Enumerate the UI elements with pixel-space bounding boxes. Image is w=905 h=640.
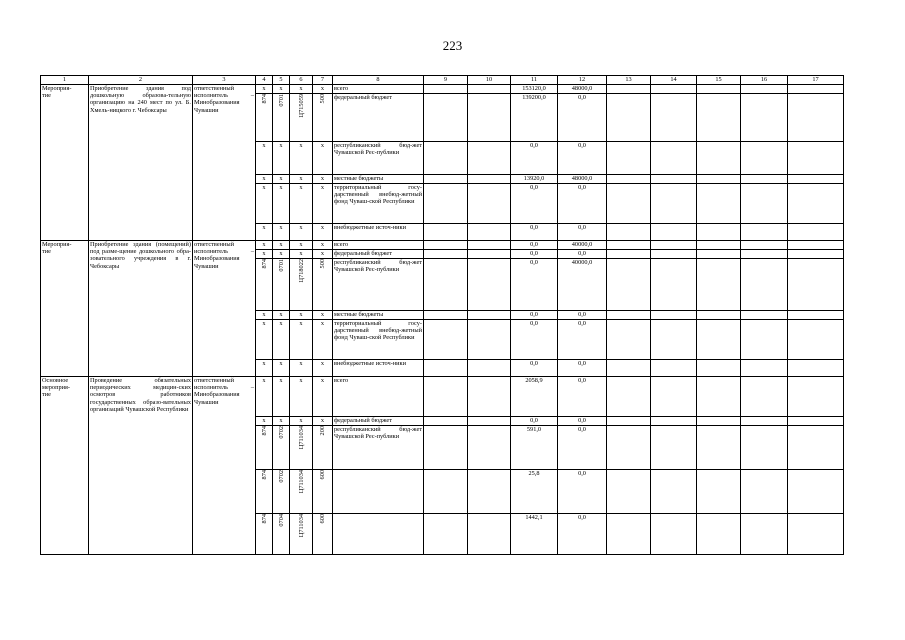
col-15-cell bbox=[697, 259, 741, 311]
code-placeholder: x bbox=[256, 311, 273, 320]
col-17-cell bbox=[788, 311, 844, 320]
col-10-cell bbox=[468, 426, 511, 470]
code-placeholder: x bbox=[290, 184, 313, 224]
code-placeholder: x bbox=[290, 360, 313, 377]
amount-col-11: 0,0 bbox=[511, 320, 558, 360]
code-placeholder: x bbox=[256, 241, 273, 250]
code-placeholder: x bbox=[273, 360, 290, 377]
code-csr bbox=[290, 259, 313, 311]
col-17-cell bbox=[788, 320, 844, 360]
col-9-cell bbox=[424, 470, 468, 514]
code-placeholder: x bbox=[256, 320, 273, 360]
code-placeholder: x bbox=[313, 377, 333, 417]
code-grbs-value: 874 bbox=[260, 259, 268, 269]
col-14-cell bbox=[651, 417, 697, 426]
code-placeholder: x bbox=[290, 241, 313, 250]
code-csr bbox=[290, 470, 313, 514]
code-placeholder: x bbox=[313, 142, 333, 175]
col-13-cell bbox=[607, 94, 651, 142]
col-15-cell bbox=[697, 175, 741, 184]
col-17-cell bbox=[788, 94, 844, 142]
header-cell: 11 bbox=[511, 76, 558, 85]
code-placeholder: x bbox=[290, 311, 313, 320]
code-grbs bbox=[256, 426, 273, 470]
col-13-cell bbox=[607, 360, 651, 377]
col-16-cell bbox=[741, 224, 788, 241]
col-17-cell bbox=[788, 250, 844, 259]
col-14-cell bbox=[651, 514, 697, 555]
amount-col-12: 0,0 bbox=[558, 250, 607, 259]
code-placeholder: x bbox=[273, 184, 290, 224]
amount-col-11: 25,8 bbox=[511, 470, 558, 514]
amount-col-11: 0,0 bbox=[511, 224, 558, 241]
col-13-cell bbox=[607, 417, 651, 426]
amount-col-11: 0,0 bbox=[511, 360, 558, 377]
activity-type: Мероприя- тие bbox=[41, 85, 89, 241]
code-rz-value: 0702 bbox=[277, 470, 285, 483]
col-17-cell bbox=[788, 85, 844, 94]
col-15-cell bbox=[697, 377, 741, 417]
code-placeholder: x bbox=[313, 184, 333, 224]
col-13-cell bbox=[607, 241, 651, 250]
col-14-cell bbox=[651, 224, 697, 241]
code-placeholder: x bbox=[290, 377, 313, 417]
code-placeholder: x bbox=[290, 224, 313, 241]
col-17-cell bbox=[788, 259, 844, 311]
col-15-cell bbox=[697, 85, 741, 94]
col-9-cell bbox=[424, 224, 468, 241]
amount-col-11: 0,0 bbox=[511, 142, 558, 175]
funding-source: всего bbox=[333, 85, 424, 94]
table-row bbox=[41, 241, 844, 250]
code-placeholder: x bbox=[273, 241, 290, 250]
col-14-cell bbox=[651, 241, 697, 250]
code-rz-value: 0701 bbox=[277, 94, 285, 107]
header-cell: 10 bbox=[468, 76, 511, 85]
header-cell: 13 bbox=[607, 76, 651, 85]
funding-source: республиканский бюд-жет Чувашской Рес-публики bbox=[333, 259, 424, 311]
code-grbs bbox=[256, 259, 273, 311]
code-placeholder: x bbox=[313, 85, 333, 94]
col-16-cell bbox=[741, 241, 788, 250]
amount-col-11: 2058,9 bbox=[511, 377, 558, 417]
col-15-cell bbox=[697, 241, 741, 250]
col-15-cell bbox=[697, 94, 741, 142]
col-14-cell bbox=[651, 320, 697, 360]
header-cell: 2 bbox=[89, 76, 193, 85]
col-10-cell bbox=[468, 224, 511, 241]
executor: ответственный исполнитель – Минобразования Чувашии bbox=[193, 241, 256, 377]
col-14-cell bbox=[651, 250, 697, 259]
code-csr-value: Ц715059 bbox=[297, 94, 305, 118]
col-9-cell bbox=[424, 514, 468, 555]
col-10-cell bbox=[468, 94, 511, 142]
funding-source: внебюджетные источ-ники bbox=[333, 224, 424, 241]
activity-name: Приобретение здания под дошкольную образова-тельную организацию на 240 мест по ул. Б. Хмель-ницкого г. Чебоксары bbox=[89, 85, 193, 241]
funding-source: всего bbox=[333, 241, 424, 250]
code-placeholder: x bbox=[273, 142, 290, 175]
col-17-cell bbox=[788, 175, 844, 184]
code-csr bbox=[290, 426, 313, 470]
code-placeholder: x bbox=[256, 184, 273, 224]
code-grbs bbox=[256, 470, 273, 514]
col-16-cell bbox=[741, 250, 788, 259]
col-13-cell bbox=[607, 320, 651, 360]
col-15-cell bbox=[697, 360, 741, 377]
col-10-cell bbox=[468, 514, 511, 555]
code-csr-value: Ц718022 bbox=[297, 259, 305, 283]
col-17-cell bbox=[788, 514, 844, 555]
col-9-cell bbox=[424, 320, 468, 360]
amount-col-12: 0,0 bbox=[558, 426, 607, 470]
header-cell: 17 bbox=[788, 76, 844, 85]
code-vr-value: 500 bbox=[319, 259, 326, 269]
code-rz-value: 0704 bbox=[277, 514, 285, 527]
col-17-cell bbox=[788, 417, 844, 426]
code-vr-value: 600 bbox=[319, 514, 326, 524]
amount-col-11: 1442,1 bbox=[511, 514, 558, 555]
col-16-cell bbox=[741, 320, 788, 360]
header-cell: 15 bbox=[697, 76, 741, 85]
col-10-cell bbox=[468, 417, 511, 426]
code-placeholder: x bbox=[273, 85, 290, 94]
col-17-cell bbox=[788, 241, 844, 250]
code-csr-value: Ц711034 bbox=[297, 426, 305, 450]
col-15-cell bbox=[697, 142, 741, 175]
funding-source: внебюджетные источ-ники bbox=[333, 360, 424, 377]
code-vr-value: 200 bbox=[319, 426, 326, 436]
header-cell: 1 bbox=[41, 76, 89, 85]
col-14-cell bbox=[651, 85, 697, 94]
col-17-cell bbox=[788, 377, 844, 417]
col-14-cell bbox=[651, 377, 697, 417]
col-10-cell bbox=[468, 470, 511, 514]
amount-col-11: 13920,0 bbox=[511, 175, 558, 184]
code-placeholder: x bbox=[313, 175, 333, 184]
code-placeholder: x bbox=[290, 85, 313, 94]
col-9-cell bbox=[424, 184, 468, 224]
col-16-cell bbox=[741, 259, 788, 311]
amount-col-11: 0,0 bbox=[511, 241, 558, 250]
col-9-cell bbox=[424, 360, 468, 377]
funding-source: федеральный бюджет bbox=[333, 250, 424, 259]
code-placeholder: x bbox=[313, 311, 333, 320]
col-9-cell bbox=[424, 241, 468, 250]
code-vr bbox=[313, 470, 333, 514]
table-row bbox=[41, 377, 844, 417]
code-vr bbox=[313, 259, 333, 311]
amount-col-12: 40000,0 bbox=[558, 259, 607, 311]
code-placeholder: x bbox=[290, 142, 313, 175]
code-vr-value: 600 bbox=[319, 470, 326, 480]
amount-col-12: 40000,0 bbox=[558, 241, 607, 250]
code-csr bbox=[290, 94, 313, 142]
col-16-cell bbox=[741, 514, 788, 555]
code-placeholder: x bbox=[313, 250, 333, 259]
funding-source: территориальный госу-дарственный внебюд-жетный фонд Чуваш-ской Республики bbox=[333, 320, 424, 360]
col-16-cell bbox=[741, 377, 788, 417]
col-10-cell bbox=[468, 377, 511, 417]
code-rz bbox=[273, 259, 290, 311]
header-cell: 5 bbox=[273, 76, 290, 85]
col-14-cell bbox=[651, 360, 697, 377]
col-17-cell bbox=[788, 426, 844, 470]
funding-source: территориальный госу-дарственный внебюд-жетный фонд Чуваш-ской Республики bbox=[333, 184, 424, 224]
col-13-cell bbox=[607, 311, 651, 320]
col-15-cell bbox=[697, 320, 741, 360]
code-vr-value: 500 bbox=[319, 94, 326, 104]
col-10-cell bbox=[468, 184, 511, 224]
col-15-cell bbox=[697, 470, 741, 514]
col-16-cell bbox=[741, 142, 788, 175]
header-cell: 16 bbox=[741, 76, 788, 85]
code-grbs-value: 874 bbox=[260, 94, 268, 104]
code-placeholder: x bbox=[273, 250, 290, 259]
col-10-cell bbox=[468, 241, 511, 250]
col-17-cell bbox=[788, 224, 844, 241]
code-rz bbox=[273, 514, 290, 555]
code-placeholder: x bbox=[313, 360, 333, 377]
col-17-cell bbox=[788, 142, 844, 175]
col-10-cell bbox=[468, 360, 511, 377]
col-16-cell bbox=[741, 470, 788, 514]
header-cell: 6 bbox=[290, 76, 313, 85]
col-15-cell bbox=[697, 250, 741, 259]
col-17-cell bbox=[788, 470, 844, 514]
col-13-cell bbox=[607, 184, 651, 224]
funding-source: местные бюджеты bbox=[333, 311, 424, 320]
col-16-cell bbox=[741, 417, 788, 426]
amount-col-12: 0,0 bbox=[558, 184, 607, 224]
col-14-cell bbox=[651, 175, 697, 184]
code-placeholder: x bbox=[273, 224, 290, 241]
code-placeholder: x bbox=[256, 250, 273, 259]
code-placeholder: x bbox=[256, 377, 273, 417]
code-placeholder: x bbox=[273, 417, 290, 426]
amount-col-12: 48000,0 bbox=[558, 85, 607, 94]
amount-col-12: 0,0 bbox=[558, 142, 607, 175]
code-csr-value: Ц711034 bbox=[297, 514, 305, 538]
page-number: 223 bbox=[442, 38, 463, 53]
amount-col-12: 0,0 bbox=[558, 470, 607, 514]
col-17-cell bbox=[788, 184, 844, 224]
col-13-cell bbox=[607, 514, 651, 555]
col-14-cell bbox=[651, 470, 697, 514]
col-15-cell bbox=[697, 417, 741, 426]
header-cell: 9 bbox=[424, 76, 468, 85]
amount-col-11: 0,0 bbox=[511, 259, 558, 311]
col-9-cell bbox=[424, 94, 468, 142]
col-17-cell bbox=[788, 360, 844, 377]
col-9-cell bbox=[424, 259, 468, 311]
col-9-cell bbox=[424, 250, 468, 259]
funding-source: федеральный бюджет bbox=[333, 417, 424, 426]
budget-table bbox=[40, 75, 844, 555]
amount-col-11: 153120,0 bbox=[511, 85, 558, 94]
amount-col-12: 0,0 bbox=[558, 514, 607, 555]
code-placeholder: x bbox=[290, 417, 313, 426]
activity-name: Проведение обязательных периодических медицин-ских осмотров работников государственных образо-вательных организаций Чувашской Республики bbox=[89, 377, 193, 555]
col-15-cell bbox=[697, 426, 741, 470]
code-csr bbox=[290, 514, 313, 555]
code-rz bbox=[273, 94, 290, 142]
code-csr-value: Ц711034 bbox=[297, 470, 305, 494]
code-placeholder: x bbox=[290, 175, 313, 184]
col-15-cell bbox=[697, 224, 741, 241]
code-placeholder: x bbox=[273, 311, 290, 320]
funding-source: республиканский бюд-жет Чувашской Рес-публики bbox=[333, 426, 424, 470]
code-placeholder: x bbox=[313, 417, 333, 426]
col-14-cell bbox=[651, 426, 697, 470]
code-placeholder: x bbox=[273, 320, 290, 360]
col-16-cell bbox=[741, 311, 788, 320]
col-10-cell bbox=[468, 142, 511, 175]
code-placeholder: x bbox=[273, 175, 290, 184]
header-row bbox=[41, 76, 844, 85]
amount-col-12: 48000,0 bbox=[558, 175, 607, 184]
col-16-cell bbox=[741, 85, 788, 94]
col-10-cell bbox=[468, 311, 511, 320]
col-9-cell bbox=[424, 142, 468, 175]
col-15-cell bbox=[697, 184, 741, 224]
code-placeholder: x bbox=[290, 320, 313, 360]
funding-source bbox=[333, 514, 424, 555]
col-15-cell bbox=[697, 514, 741, 555]
code-placeholder: x bbox=[256, 224, 273, 241]
activity-type: Мероприя- тие bbox=[41, 241, 89, 377]
code-grbs bbox=[256, 514, 273, 555]
code-placeholder: x bbox=[256, 85, 273, 94]
col-14-cell bbox=[651, 311, 697, 320]
table-row bbox=[41, 85, 844, 94]
col-13-cell bbox=[607, 259, 651, 311]
col-16-cell bbox=[741, 360, 788, 377]
col-13-cell bbox=[607, 175, 651, 184]
code-placeholder: x bbox=[313, 320, 333, 360]
code-placeholder: x bbox=[256, 142, 273, 175]
col-10-cell bbox=[468, 320, 511, 360]
activity-name: Приобретение здания (помещений) под разме-щение дошкольного обра-зовательного учреждения в г. Чебоксары bbox=[89, 241, 193, 377]
col-13-cell bbox=[607, 85, 651, 94]
code-placeholder: x bbox=[313, 241, 333, 250]
amount-col-12: 0,0 bbox=[558, 360, 607, 377]
code-grbs-value: 874 bbox=[260, 426, 268, 436]
col-9-cell bbox=[424, 426, 468, 470]
header-cell: 4 bbox=[256, 76, 273, 85]
code-vr bbox=[313, 94, 333, 142]
funding-source: республиканский бюд-жет Чувашской Рес-публики bbox=[333, 142, 424, 175]
col-13-cell bbox=[607, 250, 651, 259]
code-placeholder: x bbox=[256, 175, 273, 184]
code-placeholder: x bbox=[290, 250, 313, 259]
header-cell: 12 bbox=[558, 76, 607, 85]
header-cell: 3 bbox=[193, 76, 256, 85]
amount-col-11: 0,0 bbox=[511, 184, 558, 224]
col-13-cell bbox=[607, 426, 651, 470]
col-13-cell bbox=[607, 470, 651, 514]
funding-source: всего bbox=[333, 377, 424, 417]
amount-col-12: 0,0 bbox=[558, 320, 607, 360]
code-rz bbox=[273, 470, 290, 514]
header-cell: 8 bbox=[333, 76, 424, 85]
col-10-cell bbox=[468, 85, 511, 94]
col-16-cell bbox=[741, 184, 788, 224]
col-9-cell bbox=[424, 417, 468, 426]
executor: ответственный исполнитель – Минобразования Чувашии bbox=[193, 377, 256, 555]
amount-col-12: 0,0 bbox=[558, 311, 607, 320]
code-grbs-value: 874 bbox=[260, 470, 268, 480]
amount-col-11: 0,0 bbox=[511, 311, 558, 320]
col-9-cell bbox=[424, 85, 468, 94]
col-14-cell bbox=[651, 142, 697, 175]
col-13-cell bbox=[607, 224, 651, 241]
col-16-cell bbox=[741, 426, 788, 470]
amount-col-11: 0,0 bbox=[511, 250, 558, 259]
code-vr bbox=[313, 514, 333, 555]
amount-col-11: 591,0 bbox=[511, 426, 558, 470]
amount-col-11: 139200,0 bbox=[511, 94, 558, 142]
code-placeholder: x bbox=[256, 360, 273, 377]
col-16-cell bbox=[741, 175, 788, 184]
funding-source: местные бюджеты bbox=[333, 175, 424, 184]
amount-col-12: 0,0 bbox=[558, 377, 607, 417]
code-placeholder: x bbox=[273, 377, 290, 417]
col-14-cell bbox=[651, 184, 697, 224]
code-placeholder: x bbox=[313, 224, 333, 241]
col-9-cell bbox=[424, 377, 468, 417]
amount-col-12: 0,0 bbox=[558, 417, 607, 426]
code-rz bbox=[273, 426, 290, 470]
col-10-cell bbox=[468, 175, 511, 184]
col-13-cell bbox=[607, 142, 651, 175]
header-cell: 14 bbox=[651, 76, 697, 85]
amount-col-11: 0,0 bbox=[511, 417, 558, 426]
executor: ответственный исполнитель – Минобразования Чувашии bbox=[193, 85, 256, 241]
col-14-cell bbox=[651, 94, 697, 142]
amount-col-12: 0,0 bbox=[558, 94, 607, 142]
code-rz-value: 0701 bbox=[277, 259, 285, 272]
col-14-cell bbox=[651, 259, 697, 311]
col-16-cell bbox=[741, 94, 788, 142]
activity-type: Основное мероприя- тие bbox=[41, 377, 89, 555]
col-10-cell bbox=[468, 259, 511, 311]
code-grbs-value: 874 bbox=[260, 514, 268, 524]
code-rz-value: 0702 bbox=[277, 426, 285, 439]
col-15-cell bbox=[697, 311, 741, 320]
funding-source bbox=[333, 470, 424, 514]
header-cell: 7 bbox=[313, 76, 333, 85]
col-13-cell bbox=[607, 377, 651, 417]
col-9-cell bbox=[424, 311, 468, 320]
code-grbs bbox=[256, 94, 273, 142]
code-vr bbox=[313, 426, 333, 470]
col-9-cell bbox=[424, 175, 468, 184]
col-10-cell bbox=[468, 250, 511, 259]
amount-col-12: 0,0 bbox=[558, 224, 607, 241]
code-placeholder: x bbox=[256, 417, 273, 426]
funding-source: федеральный бюджет bbox=[333, 94, 424, 142]
